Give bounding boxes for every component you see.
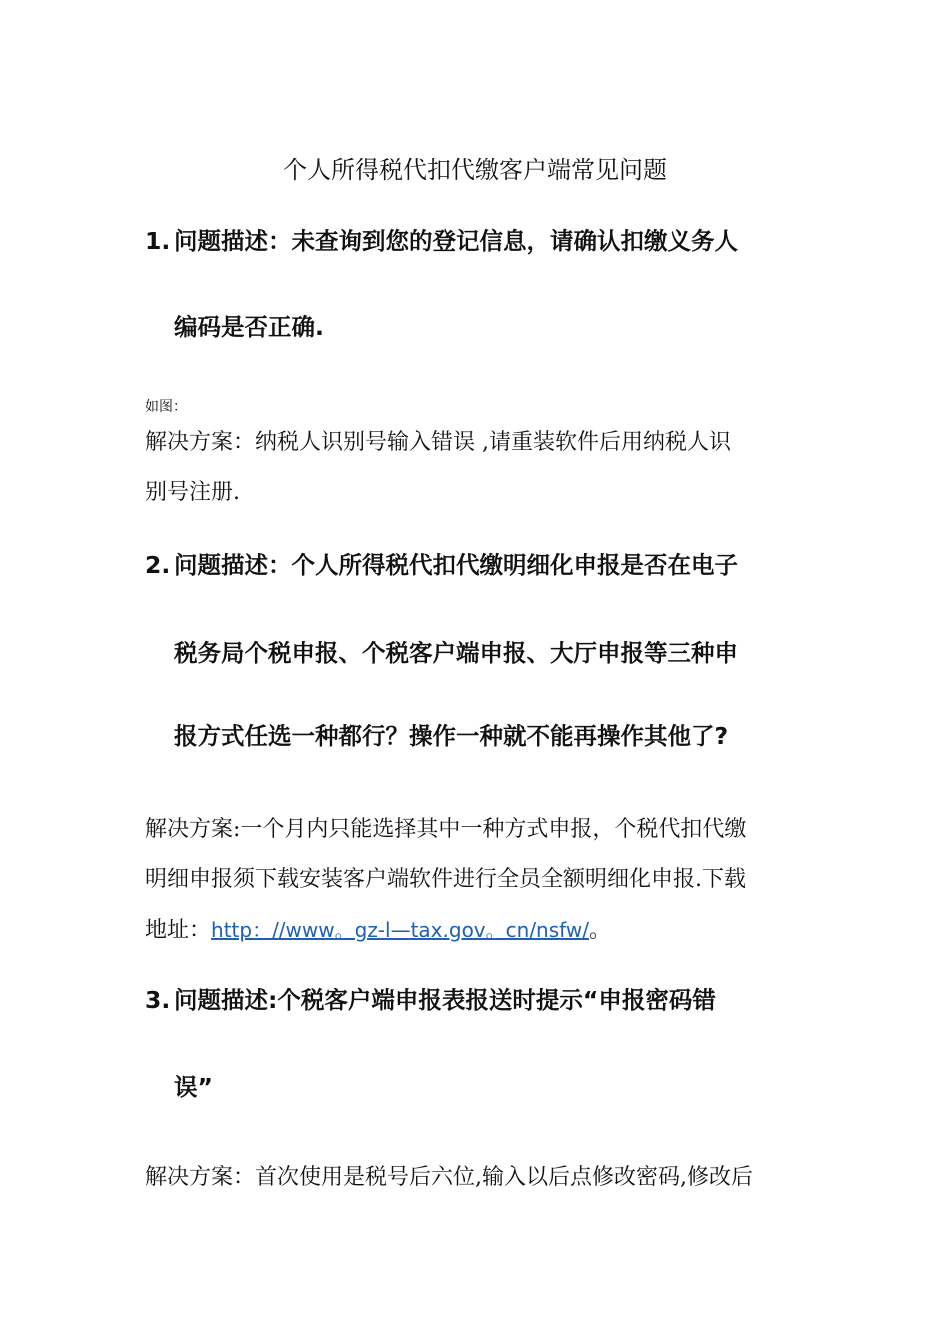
question-3-text-2: 误” bbox=[174, 1073, 213, 1101]
question-2-number: 2. bbox=[145, 551, 171, 579]
question-1-line-1 bbox=[145, 221, 815, 261]
question-3-line-2 bbox=[145, 1067, 815, 1107]
question-1-number: 1. bbox=[145, 227, 171, 255]
question-2-text-1: 问题描述：个人所得税代扣代缴明细化申报是否在电子 bbox=[174, 551, 738, 579]
answer-2-line-3 bbox=[145, 912, 815, 949]
figure-label: 如图： bbox=[145, 399, 187, 415]
document-title: 个人所得税代扣代缴客户端常见问题 bbox=[283, 156, 667, 184]
download-address-label: 地址： bbox=[145, 918, 212, 943]
answer-3-line-1: 解决方案：首次使用是税号后六位,输入以后点修改密码,修改后 bbox=[145, 1165, 753, 1190]
question-1-text-1: 问题描述：未查询到您的登记信息，请确认扣缴义务人 bbox=[174, 227, 738, 255]
answer-2-line-1: 解决方案:一个月内只能选择其中一种方式申报，个税代扣代缴 bbox=[145, 817, 747, 842]
answer-2-line-2: 明细申报须下载安装客户端软件进行全员全额明细化申报.下载 bbox=[145, 867, 746, 892]
download-address-suffix: 。 bbox=[588, 918, 611, 943]
question-1-text-2: 编码是否正确. bbox=[174, 313, 324, 341]
question-2-text-2: 税务局个税申报、个税客户端申报、大厅申报等三种申 bbox=[174, 639, 738, 667]
question-1-line-2 bbox=[145, 307, 815, 347]
question-3-line-1 bbox=[145, 980, 815, 1020]
question-3-number: 3. bbox=[145, 986, 171, 1014]
question-3-text-1: 问题描述:个税客户端申报表报送时提示“申报密码错 bbox=[174, 986, 716, 1014]
question-2-text-3: 报方式任选一种都行？操作一种就不能再操作其他了? bbox=[174, 722, 729, 750]
question-2-line-1 bbox=[145, 545, 815, 585]
question-2-line-2 bbox=[145, 633, 815, 673]
question-2-line-3 bbox=[145, 716, 815, 756]
answer-1-line-1: 解决方案：纳税人识别号输入错误 ,请重装软件后用纳税人识 bbox=[145, 430, 731, 455]
download-link[interactable]: http：//www。gz-l—tax.gov。cn/nsfw/ bbox=[211, 918, 589, 942]
answer-1-line-2: 别号注册. bbox=[145, 480, 240, 505]
